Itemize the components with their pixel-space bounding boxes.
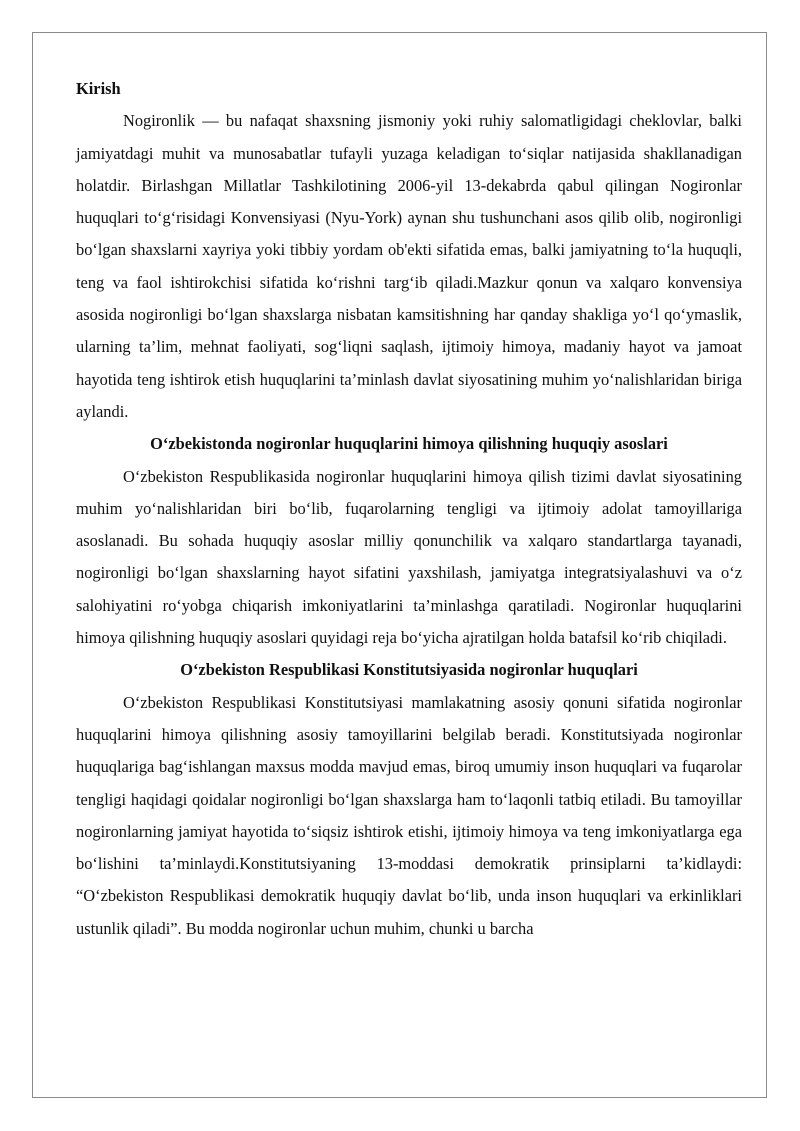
paragraph-constitution: O‘zbekiston Respublikasi Konstitutsiyasi mamlakatning asosiy qonuni sifatida nogironlar huquqlarini himoya qilishning asosiy tamoyillarini belgilab beradi. Konstitutsiyada nogironlar huquqlariga bag‘ishlangan maxsus modda mavjud emas, biroq umumiy inson huquqlari va fuqarolar tengligi haqidagi qoidalar nogironligi bo‘lgan shaxslarga ham to‘laqonli tatbiq etiladi. Bu tamoyillar nogironlarning jamiyat hayotida to‘siqsiz ishtirok etishi, ijtimoiy himoya va teng imkoniyatlarga ega bo‘lishini ta’minlaydi.Konstitutsiyaning 13-moddasi demokratik prinsiplarni ta’kidlaydi: “O‘zbekiston Respublikasi demokratik huquqiy davlat bo‘lib, unda inson huquqlari va erkinliklari ustunlik qiladi”. Bu modda nogironlar uchun muhim, chunki u barcha [76,692,742,938]
document-body [76,73,742,945]
heading-introduction: Kirish [76,79,121,98]
paragraph-introduction: Nogironlik — bu nafaqat shaxsning jismoniy yoki ruhiy salomatligidagi cheklovlar, balki jamiyatdagi muhit va munosabatlar tufayli yuzaga keladigan to‘siqlar natijasida shakllanadigan holatdir. Birlashgan Millatlar Tashkilotining 2006-yil 13-dekabrda qabul qilingan Nogironlar huquqlari to‘g‘risidagi Konvensiyasi (Nyu-York) aynan shu tushunchani asos qilib olib, nogironligi bo‘lgan shaxslarni xayriya yoki tibbiy yordam ob'ekti sifatida emas, balki jamiyatning to‘la huquqli, teng va faol ishtirokchisi sifatida ko‘rishni targ‘ib qiladi.Mazkur qonun va xalqaro konvensiya asosida nogironligi bo‘lgan shaxslarga nisbatan kamsitishning har qanday shakliga yo‘l qo‘ymaslik, ularning ta’lim, mehnat faoliyati, sog‘liqni saqlash, ijtimoiy himoya, madaniy hayot va jamoat hayotida teng ishtirok etish huquqlarini ta’minlash davlat siyosatining muhim yo‘nalishlaridan biriga aylandi. [76,111,742,421]
paragraph-legal-basis: O‘zbekiston Respublikasida nogironlar huquqlarini himoya qilish tizimi davlat siyosatining muhim yo‘nalishlaridan biri bo‘lib, fuqarolarning tengligi va ijtimoiy adolat tamoyillariga asoslanadi. Bu sohada huquqiy asoslar milliy qonunchilik va xalqaro standartlarga tayanadi, nogironligi bo‘lgan shaxslarning hayot sifatini yaxshilash, jamiyatga integratsiyalashuvi va o‘z salohiyatini ro‘yobga chiqarish imkoniyatlarini ta’minlashga qaratiladi. Nogironlar huquqlarini himoya qilishning huquqiy asoslari quyidagi reja bo‘yicha ajratilgan holda batafsil ko‘rib chiqiladi. [76,466,742,648]
heading-legal-basis: O‘zbekistonda nogironlar huquqlarini himoya qilishning huquqiy asoslari [150,434,668,454]
heading-constitution: O‘zbekiston Respublikasi Konstitutsiyasida nogironlar huquqlari [180,660,638,680]
